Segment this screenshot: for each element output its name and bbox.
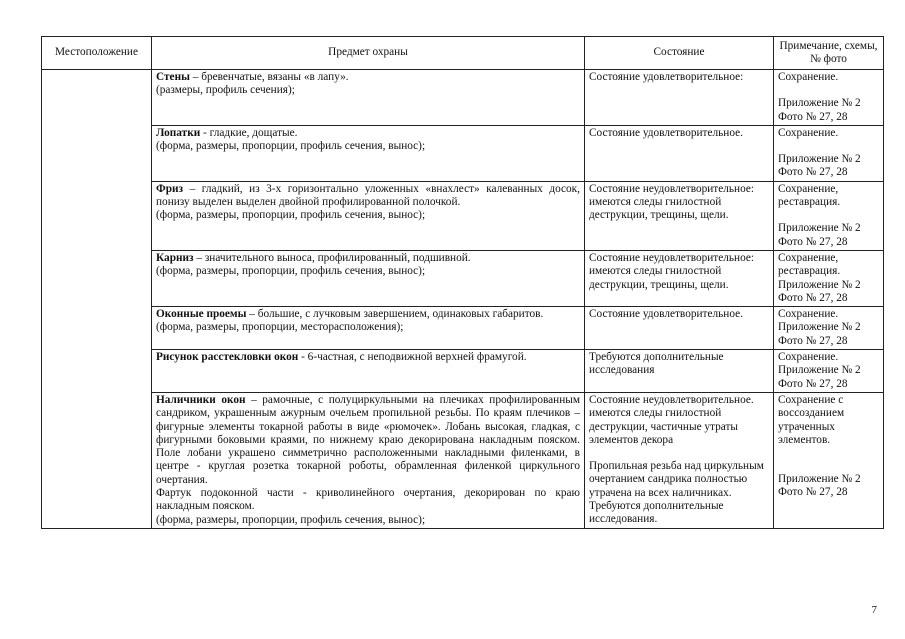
- state-line: имеются следы гнилостной деструкции, частичные утраты элементов декора: [589, 407, 739, 446]
- table-row: [42, 125, 884, 181]
- subject-cell: [152, 250, 585, 306]
- state-cell: [585, 307, 774, 350]
- subject-desc: - 6-частная, с неподвижной верхней фрамугой.: [298, 351, 527, 364]
- state-cell: [585, 70, 774, 126]
- note-line: Сохранение.: [778, 71, 839, 83]
- note-photo: Фото № 27, 28: [778, 377, 848, 390]
- subject-term: Рисунок расстекловки окон: [156, 351, 299, 364]
- note-photo: Фото № 27, 28: [778, 486, 848, 499]
- subject-term: Лопатки: [156, 126, 201, 139]
- subject-desc-continued: Фартук подоконной части - криволинейного очертания, декорирован по краю накладным пояском.: [156, 487, 580, 513]
- subject-desc: – большие, с лучковым завершением, одинаковых габаритов.: [246, 308, 544, 321]
- note-appendix: Приложение № 2: [778, 278, 861, 291]
- state-cell: [585, 250, 774, 306]
- location-cell: [42, 70, 152, 529]
- subject-cell: [152, 307, 585, 350]
- table-header-row: [42, 37, 884, 70]
- note-photo: Фото № 27, 28: [778, 110, 848, 123]
- note-line: Сохранение.: [778, 351, 839, 364]
- subject-desc: – рамочные, с полуциркульными на плечиках профилированным сандриком, украшенным ажурным очельем пропильной резьбы. По краям плечиков – фигурные элементы токарной работы в виде «рюмочек». Лобань высокая, гладкая, с фигурными боковыми краями, по нижнему краю декорирована накладным пояском. Поле лобани украшено симметрично расположенными накладными филенками, в центре - круглая розетка токарной роботы, обрамленная филенкой циркульного очертания.: [156, 393, 580, 486]
- state-cell: [585, 125, 774, 181]
- subject-params: (форма, размеры, пропорции, профиль сечения, вынос);: [156, 265, 426, 278]
- note-cell: [774, 250, 884, 306]
- note-cell: [774, 70, 884, 126]
- state-line: Состояние удовлетворительное:: [589, 71, 744, 83]
- subject-params: (размеры, профиль сечения);: [156, 84, 295, 97]
- state-cell: [585, 181, 774, 250]
- note-cell: [774, 350, 884, 393]
- state-line: Пропильная резьба над циркульным очертанием сандрика полностью утрачена на всех наличниках.: [589, 460, 764, 499]
- subject-params: (форма, размеры, пропорции, профиль сечения, вынос);: [156, 513, 426, 526]
- note-line: Сохранение с воссозданием утраченных элементов.: [778, 393, 845, 446]
- table-row: [42, 392, 884, 528]
- subject-params: (форма, размеры, пропорции, месторасположения);: [156, 321, 404, 334]
- subject-desc: - гладкие, дощатые.: [200, 126, 298, 139]
- table-row: [42, 250, 884, 306]
- subject-term: Стены: [156, 71, 190, 83]
- state-line: имеются следы гнилостной деструкции, трещины, щели.: [589, 265, 729, 291]
- state-line: Состояние неудовлетворительное:: [589, 182, 755, 195]
- note-photo: Фото № 27, 28: [778, 291, 848, 304]
- note-gap: [778, 447, 879, 460]
- state-cell: [585, 392, 774, 528]
- state-line: Состояние удовлетворительное.: [589, 308, 743, 321]
- subject-term: Карниз: [156, 251, 194, 264]
- header-subject: Предмет охраны: [152, 37, 585, 70]
- subject-cell: [152, 125, 585, 181]
- header-state: Состояние: [585, 37, 774, 70]
- note-appendix: Приложение № 2: [778, 153, 861, 166]
- note-cell: [774, 181, 884, 250]
- note-appendix: Приложение № 2: [778, 222, 861, 235]
- subject-desc: – гладкий, из 3-х горизонтально уложенных «внахлест» калеванных досок, понизу выделен выделен двойной профилированной полочкой.: [156, 182, 580, 209]
- note-gap: [778, 209, 879, 222]
- subject-cell: [152, 181, 585, 250]
- subject-desc: – значительного выноса, профилированный, подшивной.: [193, 251, 471, 264]
- note-line: Сохранение, реставрация.: [778, 182, 841, 209]
- note-appendix: Приложение № 2: [778, 473, 861, 486]
- subject-term: Оконные проемы: [156, 308, 247, 321]
- note-cell: [774, 392, 884, 528]
- note-appendix: Приложение № 2: [778, 97, 861, 110]
- note-appendix: Приложение № 2: [778, 321, 861, 334]
- note-gap: [778, 84, 879, 97]
- state-line: Требуются дополнительные исследования.: [589, 500, 724, 526]
- subject-cell: [152, 70, 585, 126]
- note-gap: [778, 140, 879, 153]
- state-line: Состояние неудовлетворительное:: [589, 251, 755, 264]
- table-row: [42, 181, 884, 250]
- note-cell: [774, 125, 884, 181]
- state-gap: [589, 447, 769, 460]
- header-note: Примечание, схемы, № фото: [774, 37, 884, 70]
- page-number: 7: [871, 604, 877, 616]
- state-line: имеются следы гнилостной деструкции, трещины, щели.: [589, 196, 729, 222]
- note-photo: Фото № 27, 28: [778, 334, 848, 347]
- protection-subject-table: [41, 36, 884, 529]
- note-cell: [774, 307, 884, 350]
- header-location: Местоположение: [42, 37, 152, 70]
- note-line: Сохранение.: [778, 308, 839, 321]
- subject-term: Фриз: [156, 182, 184, 195]
- state-line: Требуются дополнительные исследования: [589, 351, 724, 377]
- subject-params: (форма, размеры, пропорции, профиль сечения, вынос);: [156, 140, 426, 153]
- note-appendix: Приложение № 2: [778, 364, 861, 377]
- subject-cell: [152, 350, 585, 393]
- subject-params: (форма, размеры, пропорции, профиль сечения, вынос);: [156, 209, 426, 222]
- subject-desc: – бревенчатые, вязаны «в лапу».: [189, 71, 349, 83]
- note-gap: [778, 460, 879, 473]
- table-row: [42, 70, 884, 126]
- subject-term: Наличники окон: [156, 393, 246, 406]
- note-line: Сохранение, реставрация.: [778, 251, 841, 278]
- state-line: Состояние неудовлетворительное.: [589, 393, 754, 406]
- state-cell: [585, 350, 774, 393]
- note-photo: Фото № 27, 28: [778, 235, 848, 248]
- note-line: Сохранение.: [778, 126, 839, 139]
- table-row: [42, 307, 884, 350]
- table-row: [42, 350, 884, 393]
- note-photo: Фото № 27, 28: [778, 166, 848, 179]
- subject-cell: [152, 392, 585, 528]
- state-line: Состояние удовлетворительное.: [589, 126, 743, 139]
